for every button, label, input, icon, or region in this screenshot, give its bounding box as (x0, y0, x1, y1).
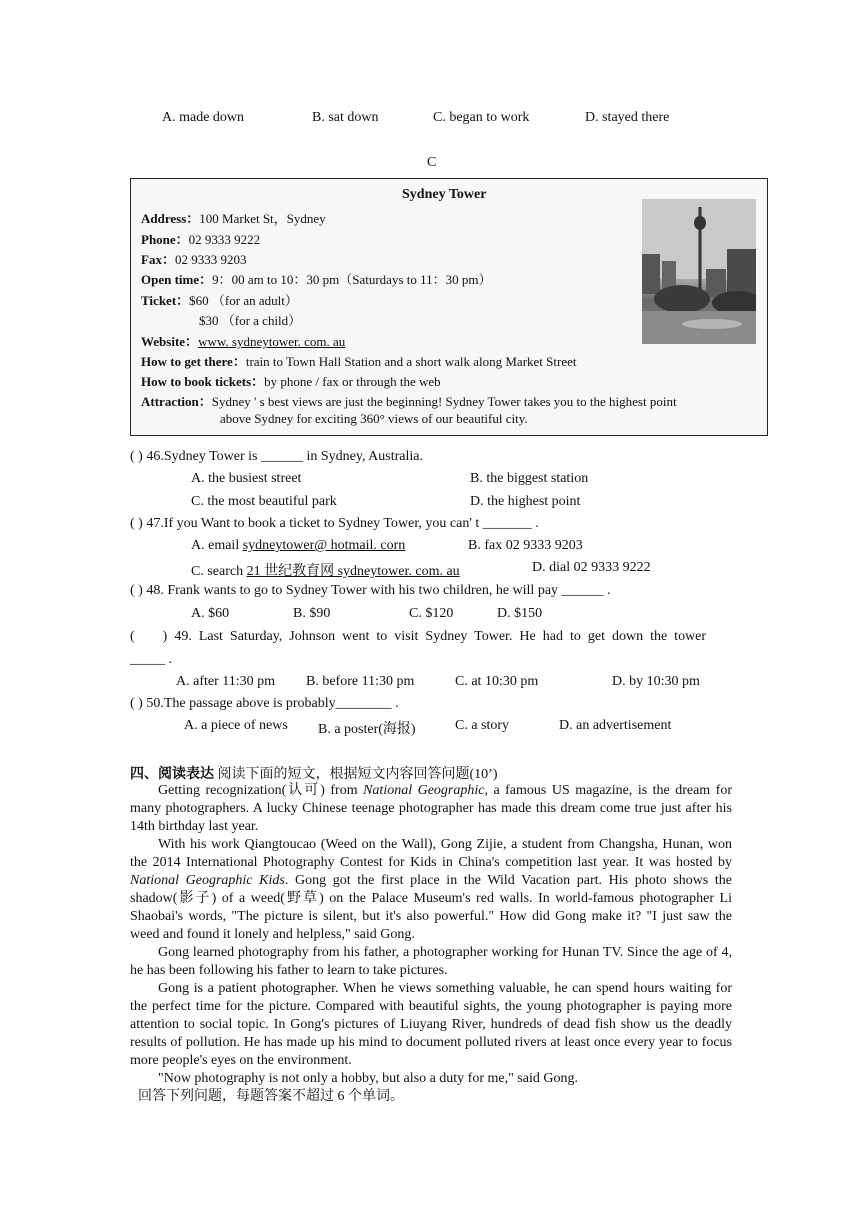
q47-stem: ( ) 47.If you Want to book a ticket to Sydney Tower, you can' t _______ . (130, 516, 539, 531)
tower-photo (642, 199, 756, 344)
sydney-tower-notice (130, 178, 768, 436)
q49-c: C. at 10:30 pm (455, 674, 539, 689)
q50-a: A. a piece of news (184, 718, 288, 733)
q46-d: D. the highest point (470, 494, 581, 509)
fax-value: 02 9333 9203 (174, 252, 247, 267)
passage-p5: "Now photography is not only a hobby, but also a duty for me," said Gong. (158, 1071, 578, 1086)
q47-b: B. fax 02 9333 9203 (468, 538, 583, 553)
open-label: Open time： (141, 272, 213, 287)
q47-a: A. email sydneytower@ hotmail. corn (191, 538, 406, 553)
q49-b: B. before 11:30 pm (306, 674, 415, 689)
attraction-label: Attraction： (141, 394, 212, 409)
phone-label: Phone： (141, 232, 189, 247)
q50-stem: ( ) 50.The passage above is probably________ . (130, 696, 399, 711)
section-letter: C (427, 155, 437, 170)
website-label: Website： (141, 334, 199, 349)
attraction-line1: Sydney ' s best views are just the beginning! Sydney Tower takes you to the highest point (211, 394, 677, 409)
phone-value: 02 9333 9222 (188, 232, 261, 247)
book-label: How to book tickets： (141, 374, 265, 389)
q47-c: C. search 21 世纪教育网 sydneytower. com. au (191, 564, 460, 579)
q48-a: A. $60 (191, 606, 230, 621)
q49-a: A. after 11:30 pm (176, 674, 276, 689)
q48-b: B. $90 (293, 606, 331, 621)
address-label: Address： (141, 211, 200, 226)
q48-d: D. $150 (497, 606, 543, 621)
website-link[interactable]: www. sydneytower. com. au (198, 334, 346, 349)
option-d: D. stayed there (585, 110, 670, 125)
passage-p1: Getting recognization(认可) from National Geographic, a famous US magazine, is the dream for many photographers. A lucky Chinese teenage photographer has made this dream come true just after his 14th birthday last year. (130, 783, 732, 834)
ticket-adult: $60 （for an adult） (189, 293, 298, 308)
ticket-child: $30 （for a child） (199, 313, 302, 328)
q50-b: B. a poster(海报) (318, 722, 416, 737)
passage-p4: Gong is a patient photographer. When he views something valuable, he can spend hours waiting for the perfect time for the picture. Compared with beautiful sights, the young photographer is paying more attention to social topic. In Gong's pictures of Liuyang River, hundreds of dead fish show us the deadly results of pollution. He has made up his mind to document polluted rivers at least once every year to focus more people's eyes on the environment. (130, 981, 732, 1068)
section4-heading: 四、阅读表达 阅读下面的短文，根据短文内容回答问题(10’) (130, 767, 498, 782)
option-c: C. began to work (433, 110, 530, 125)
get-there-value: train to Town Hall Station and a short walk along Market Street (245, 354, 577, 369)
q47-d: D. dial 02 9333 9222 (532, 560, 651, 575)
fax-label: Fax： (141, 252, 175, 267)
q46-a: A. the busiest street (191, 471, 302, 486)
q50-d: D. an advertisement (559, 718, 672, 733)
option-a: A. made down (162, 110, 245, 125)
answer-instruction: 回答下列问题，每题答案不超过 6 个单词。 (138, 1089, 404, 1104)
notice-title: Sydney Tower (402, 187, 487, 202)
q50-c: C. a story (455, 718, 510, 733)
address-value: 100 Market St，Sydney (199, 211, 326, 226)
q46-stem: ( ) 46.Sydney Tower is ______ in Sydney, Australia. (130, 449, 423, 464)
ticket-label: Ticket： (141, 293, 190, 308)
passage-p2: With his work Qiangtoucao (Weed on the Wall), Gong Zijie, a student from Changsha, Hunan, won the 2014 International Photography Contest for Kids in China's competition last year. It was hosted by National Geographic Kids. Gong got the first place in the Wild Vacation part. His photo shows the shadow(影子) of a weed(野草) on the Palace Museum's red walls. In world-famous photographer Li Shaobai's words, "The picture is silent, but it's also powerful." How did Gong make it? "I just saw the weed and found it lonely and helpless," said Gong. (130, 837, 732, 942)
passage-p3: Gong learned photography from his father, a photographer working for Hunan TV. Since the age of 4, he has been following his father to learn to take pictures. (130, 945, 732, 978)
q48-stem: ( ) 48. Frank wants to go to Sydney Tower with his two children, he will pay ______ . (130, 583, 611, 598)
q49-stem: ( ) 49. Last Saturday, Johnson went to visit Sydney Tower. He had to get down the tower (130, 629, 707, 644)
q48-c: C. $120 (409, 606, 454, 621)
q46-b: B. the biggest station (470, 471, 589, 486)
option-b: B. sat down (312, 110, 379, 125)
q49-d: D. by 10:30 pm (612, 674, 700, 689)
passage (130, 782, 732, 1088)
book-value: by phone / fax or through the web (264, 374, 441, 389)
q49-blank: _____ . (130, 652, 172, 667)
get-there-label: How to get there： (141, 354, 246, 369)
attraction-line2: above Sydney for exciting 360° views of our beautiful city. (220, 411, 528, 426)
q46-c: C. the most beautiful park (191, 494, 337, 509)
open-value: 9：00 am to 10：30 pm（Saturdays to 11：30 pm） (212, 272, 492, 287)
